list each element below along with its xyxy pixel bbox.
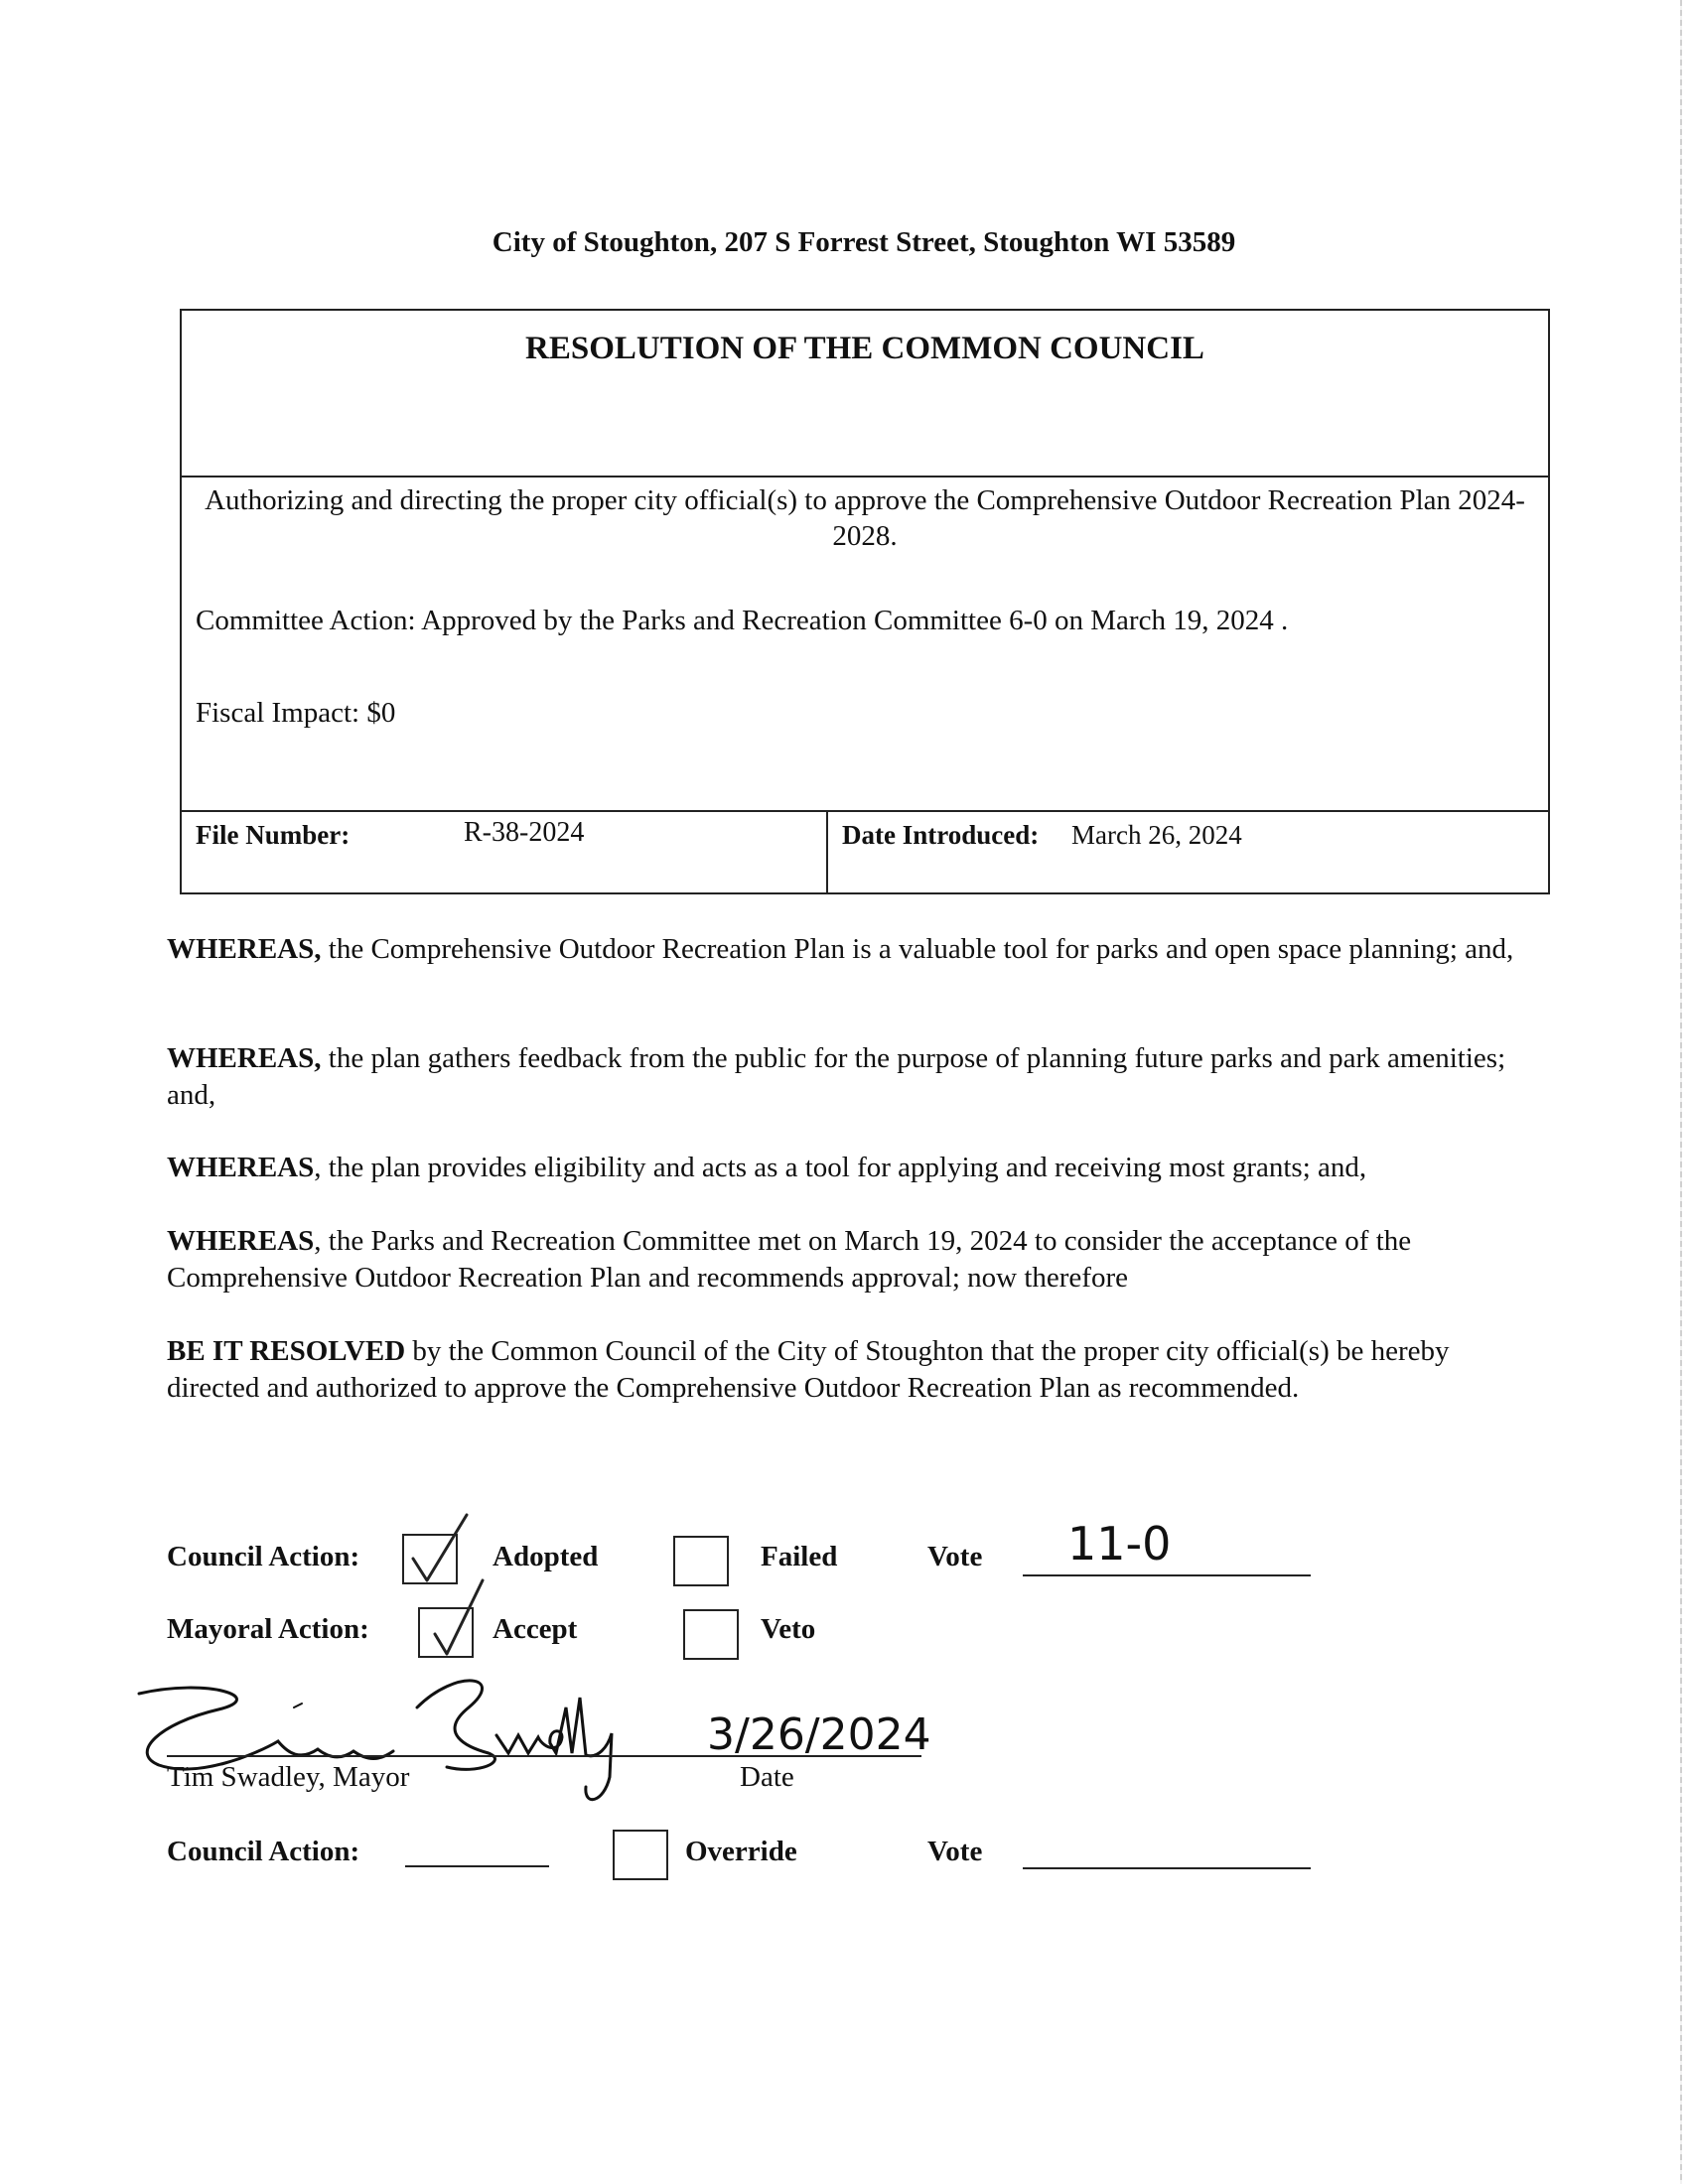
scan-edge [1680, 0, 1682, 2184]
signature-line [167, 1755, 921, 1757]
city-address: City of Stoughton, 207 S Forrest Street, Stoughton WI 53589 [492, 226, 1236, 258]
mayoral-action-label: Mayoral Action: [167, 1613, 369, 1645]
council-action-label: Council Action: [167, 1541, 360, 1572]
signed-date: 3/26/2024 [707, 1709, 931, 1760]
signer-label: Tim Swadley, Mayor [167, 1761, 410, 1793]
override-checkbox[interactable] [613, 1830, 668, 1880]
adopted-label: Adopted [493, 1541, 599, 1572]
vote-label: Vote [927, 1541, 983, 1572]
committee-action: Committee Action: Approved by the Parks and Recreation Committee 6-0 on March 19, 2024 . [196, 605, 1289, 636]
resolution-title: RESOLUTION OF THE COMMON COUNCIL [525, 331, 1204, 366]
override-council-action-line [405, 1865, 549, 1867]
fiscal-impact: Fiscal Impact: $0 [196, 697, 396, 729]
date-introduced-label: Date Introduced: [842, 820, 1040, 850]
accept-label: Accept [493, 1613, 578, 1645]
resolution-description: Authorizing and directing the proper city official(s) to approve the Comprehensive Outdoor Recreation Plan 2024-2028. [205, 484, 1525, 553]
whereas-paragraph: WHEREAS, the plan gathers feedback from the public for the purpose of planning future parks and park amenities; and, [167, 1042, 1506, 1111]
file-number: R-38-2024 [464, 817, 585, 848]
failed-label: Failed [761, 1541, 838, 1572]
override-vote-line [1023, 1867, 1311, 1869]
veto-checkbox[interactable] [683, 1609, 739, 1660]
whereas-paragraph: WHEREAS, the Parks and Recreation Committee met on March 19, 2024 to consider the acceptance of the Comprehensive Outdoor Recreation Plan and recommends approval; now therefore [167, 1225, 1412, 1294]
date-introduced: March 26, 2024 [1071, 820, 1242, 850]
failed-checkbox[interactable] [673, 1536, 729, 1586]
override-council-action-label: Council Action: [167, 1836, 360, 1867]
divider [182, 810, 1548, 812]
divider [182, 476, 1548, 478]
accept-checkmark-icon [421, 1574, 491, 1664]
override-label: Override [685, 1836, 797, 1867]
override-vote-label: Vote [927, 1836, 983, 1867]
whereas-paragraph: WHEREAS, the plan provides eligibility and acts as a tool for applying and receiving most grants; and, [167, 1152, 1367, 1183]
vote-value: 11-0 [1067, 1517, 1172, 1570]
resolution-box [180, 309, 1550, 894]
vote-line [1023, 1574, 1311, 1576]
resolved-paragraph: BE IT RESOLVED by the Common Council of the City of Stoughton that the proper city official(s) be hereby directed and authorized to approve the Comprehensive Outdoor Recreation Plan as recommended. [167, 1335, 1450, 1404]
date-label: Date [740, 1761, 794, 1793]
divider [826, 810, 828, 892]
file-number-label: File Number: [196, 820, 351, 850]
whereas-paragraph: WHEREAS, the Comprehensive Outdoor Recreation Plan is a valuable tool for parks and open space planning; and, [167, 933, 1514, 965]
veto-label: Veto [761, 1613, 816, 1645]
